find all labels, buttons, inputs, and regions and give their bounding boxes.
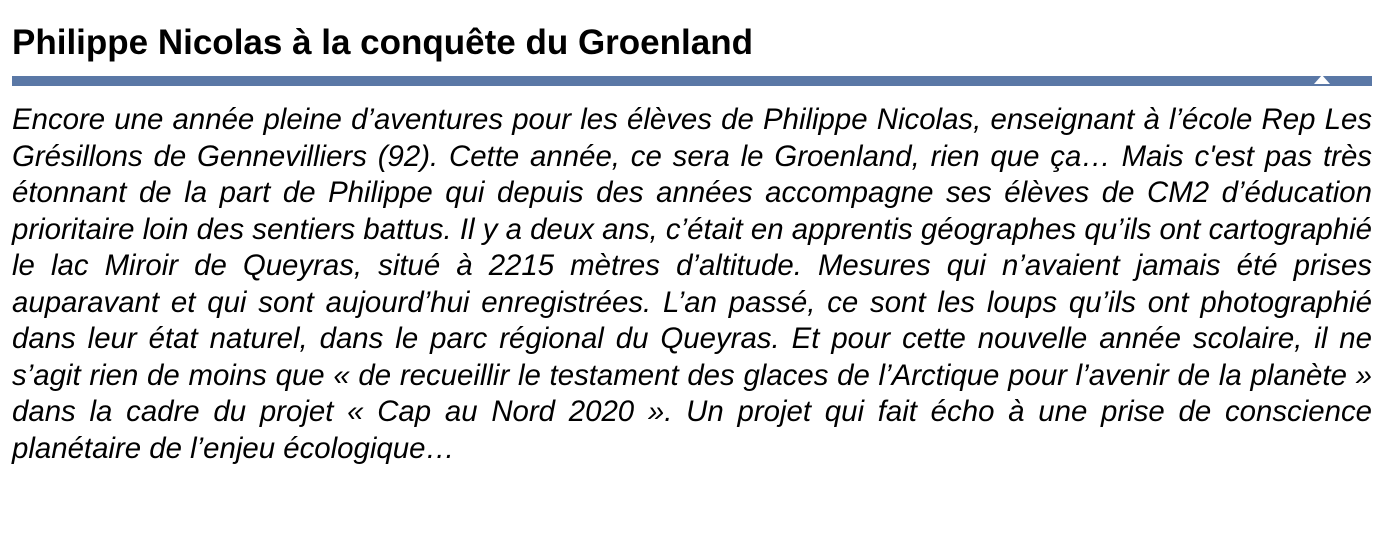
- body-line: que « de recueillir le testament des glaces de l’Arctique pour l’avenir de la planète » dans la: [12, 358, 1372, 428]
- divider-notch: [1314, 75, 1330, 84]
- body-line: Rep Les Grésillons de Gennevilliers (92). Cette année, ce sera le Groenland, rien que ça…: [12, 103, 1373, 173]
- article-title: Philippe Nicolas à la conquête du Groenland: [12, 23, 753, 62]
- body-line: Encore une année pleine d’aventures pour les élèves de Philippe Nicolas, enseignant à l’école: [12, 103, 1253, 136]
- body-line: Mais c'est pas très étonnant de la part de Philippe qui depuis des années accompagne ses: [12, 139, 1372, 209]
- article: [12, 0, 1372, 467]
- body-line: enregistrées. L’an passé, ce sont les loups qu’ils ont photographié dans leur état naturel, dans: [12, 285, 1372, 355]
- body-line: cadre du projet « Cap au Nord 2020 ». Un projet qui fait écho à une prise de conscience: [126, 395, 1372, 428]
- body-line: planétaire de l’enjeu écologique…: [12, 431, 455, 465]
- title-divider: [12, 76, 1372, 86]
- body-line: le parc régional du Queyras. Et pour cette nouvelle année scolaire, il ne s’agit rien de moins: [12, 322, 1372, 392]
- body-line: d’altitude. Mesures qui n’avaient jamais été prises auparavant et qui sont aujourd’hui: [12, 249, 1373, 319]
- article-body: [12, 102, 1372, 467]
- body-line: apprentis géographes qu’ils ont cartographié le lac Miroir de Queyras, situé à 2215 mètres: [12, 212, 1372, 282]
- body-line: élèves de CM2 d’éducation prioritaire loin des sentiers battus. Il y a deux ans, c’était en: [12, 176, 1373, 246]
